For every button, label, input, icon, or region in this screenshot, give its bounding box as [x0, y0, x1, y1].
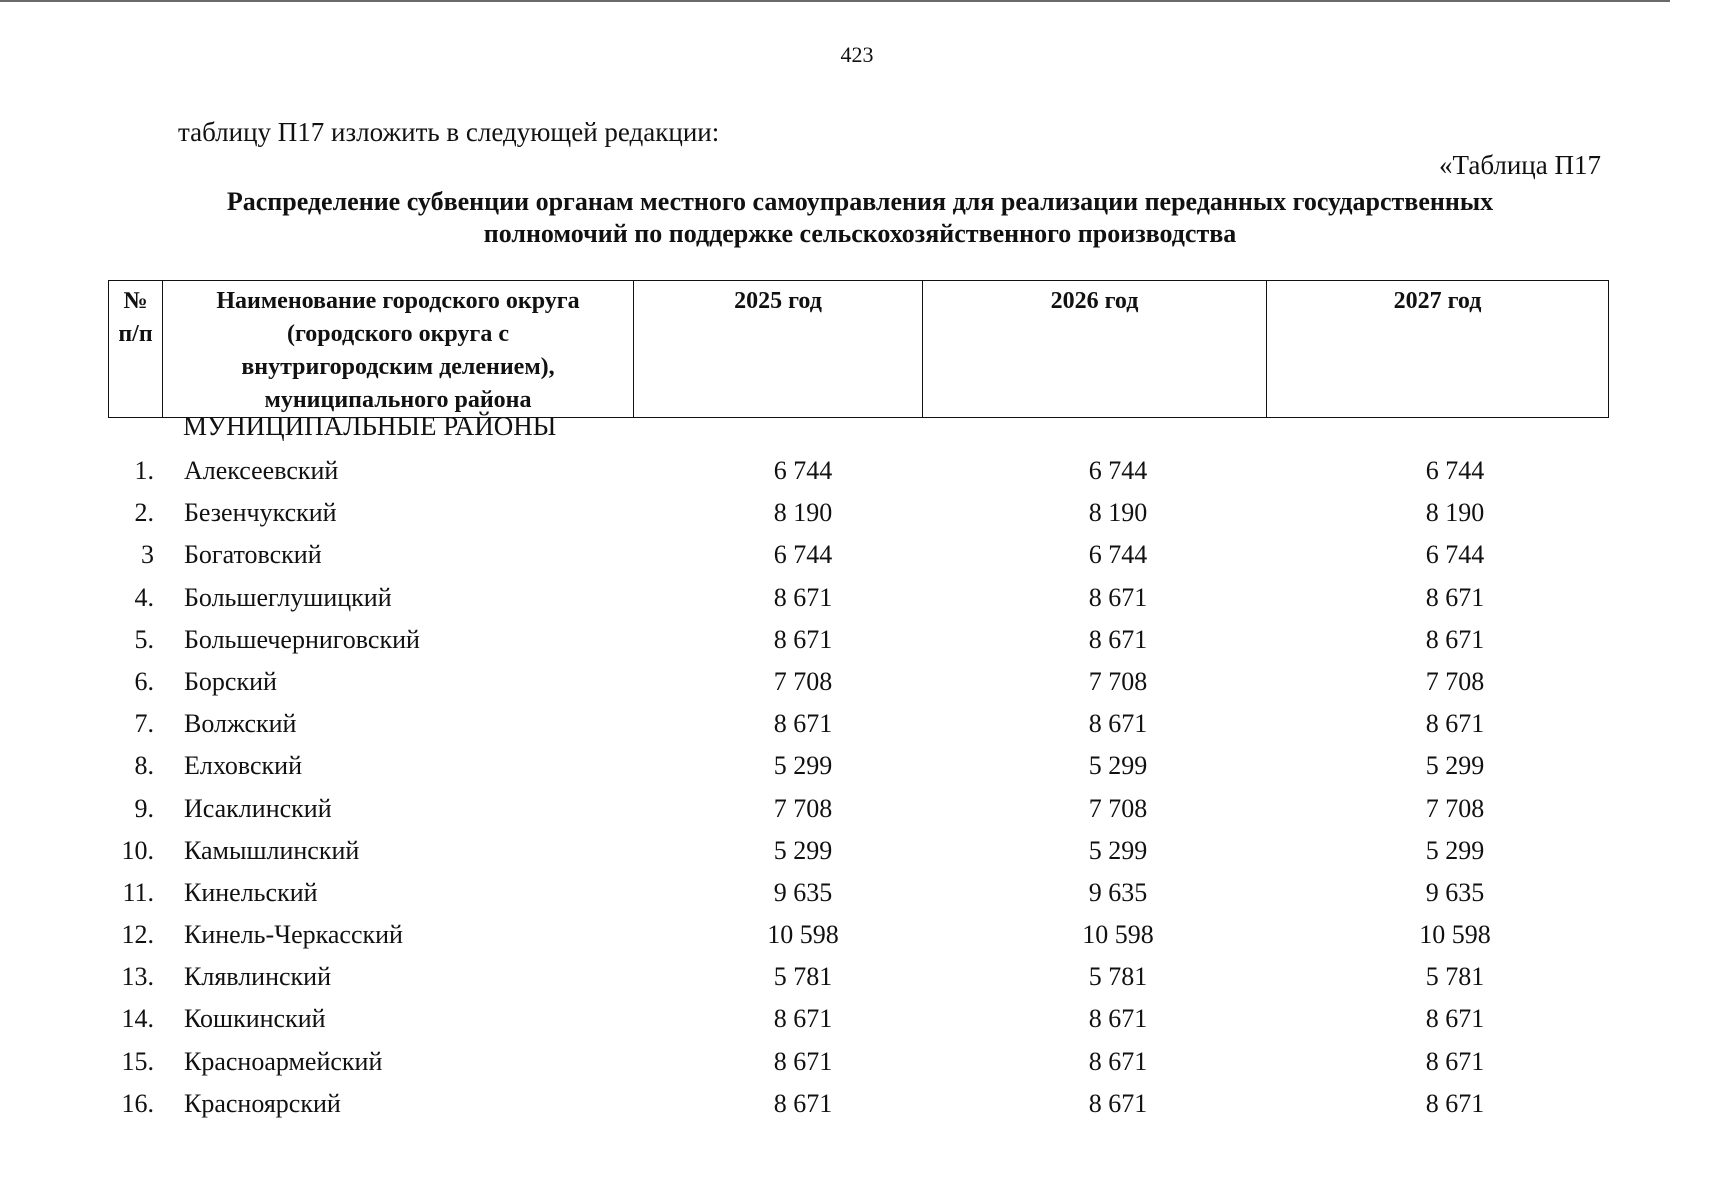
row-value-2025: 7 708	[773, 793, 833, 823]
row-value-2025: 9 635	[773, 877, 833, 907]
row-value-2027: 8 671	[1425, 1004, 1485, 1034]
row-value-2026: 6 744	[1088, 456, 1148, 485]
header-name-line-3: внутригородским делением),	[241, 354, 555, 380]
header-year-2026: 2026 год	[923, 281, 1267, 418]
row-value-2025: 10 598	[767, 920, 839, 950]
row-number: 1.	[134, 456, 154, 485]
header-number-line-1: №	[123, 288, 148, 314]
row-value-2027: 9 635	[1425, 877, 1485, 907]
header-year-2027: 2027 год	[1267, 281, 1609, 418]
header-number-line-2: п/п	[118, 321, 153, 347]
row-value-2026: 8 671	[1088, 709, 1148, 739]
row-value-2027: 5 299	[1425, 835, 1485, 865]
row-value-2026: 9 635	[1088, 877, 1148, 907]
document-title	[100, 186, 1620, 250]
row-name: Безенчукский	[184, 498, 337, 528]
row-value-2026: 10 598	[1082, 920, 1154, 950]
header-name-line-2: (городского округа с	[287, 321, 509, 347]
title-line-2: полномочий по поддержке сельскохозяйственного производства	[483, 219, 1237, 248]
row-value-2026: 7 708	[1088, 793, 1148, 823]
header-row	[109, 281, 1609, 418]
row-value-2027: 5 781	[1425, 962, 1485, 992]
row-value-2026: 8 671	[1088, 1046, 1148, 1076]
row-number: 7.	[134, 709, 154, 739]
row-number: 9.	[134, 793, 154, 823]
row-number: 4.	[134, 582, 154, 612]
table-row	[108, 534, 1608, 576]
row-number: 12.	[121, 920, 154, 950]
table-row	[108, 661, 1608, 703]
row-value-2025: 8 671	[773, 1004, 833, 1034]
row-value-2027: 8 671	[1425, 1088, 1485, 1118]
table-row	[108, 830, 1608, 872]
row-name: Кинель-Черкасский	[184, 920, 403, 950]
table-row	[108, 914, 1608, 956]
header-number	[109, 281, 163, 418]
table-header	[108, 280, 1609, 418]
row-value-2027: 8 671	[1425, 1046, 1485, 1076]
section-label: МУНИЦИПАЛЬНЫЕ РАЙОНЫ	[183, 411, 557, 441]
row-value-2027: 8 190	[1425, 498, 1485, 528]
table-row	[108, 788, 1608, 830]
row-value-2025: 8 671	[773, 1046, 833, 1076]
row-number: 2.	[134, 498, 154, 528]
row-name: Красноярский	[184, 1088, 341, 1118]
table-body	[108, 450, 1608, 1125]
row-name: Большеглушицкий	[184, 582, 392, 612]
row-number: 11.	[122, 877, 154, 907]
row-number: 10.	[121, 835, 154, 865]
row-value-2025: 8 190	[773, 498, 833, 528]
row-value-2025: 6 744	[773, 456, 833, 485]
row-value-2025: 6 744	[773, 540, 833, 570]
row-name: Исаклинский	[184, 793, 332, 823]
row-name: Клявлинский	[184, 962, 332, 992]
row-value-2026: 8 671	[1088, 624, 1148, 654]
row-value-2027: 7 708	[1425, 666, 1485, 696]
row-value-2025: 8 671	[773, 582, 833, 612]
row-number: 3	[141, 540, 154, 570]
row-value-2026: 8 671	[1088, 1004, 1148, 1034]
row-name: Кинельский	[184, 877, 318, 907]
table-row	[108, 450, 1608, 492]
page-number: 423	[840, 42, 874, 67]
row-name: Богатовский	[184, 540, 322, 570]
header-name	[163, 281, 634, 418]
row-value-2027: 8 671	[1425, 582, 1485, 612]
table-row	[108, 872, 1608, 914]
row-value-2027: 8 671	[1425, 709, 1485, 739]
row-value-2025: 7 708	[773, 666, 833, 696]
row-value-2025: 5 781	[773, 962, 833, 992]
row-name: Борский	[184, 666, 277, 696]
row-value-2027: 5 299	[1425, 751, 1485, 781]
table-row	[108, 745, 1608, 787]
title-line-1: Распределение субвенции органам местного самоуправления для реализации переданных государственных	[226, 187, 1494, 216]
row-name: Камышлинский	[184, 835, 360, 865]
top-rule	[0, 0, 1670, 2]
row-name: Волжский	[184, 709, 297, 739]
row-name: Кошкинский	[184, 1004, 326, 1034]
table-reference: «Таблица П17	[1439, 150, 1601, 180]
row-value-2026: 8 671	[1088, 582, 1148, 612]
row-name: Большечерниговский	[184, 624, 420, 654]
row-value-2025: 8 671	[773, 624, 833, 654]
table-row	[108, 1083, 1608, 1125]
header-name-line-4: муниципального района	[264, 387, 532, 413]
row-value-2027: 6 744	[1425, 456, 1485, 485]
header-name-line-1: Наименование городского округа	[216, 288, 580, 314]
table-row	[108, 703, 1608, 745]
row-value-2027: 7 708	[1425, 793, 1485, 823]
table-row	[108, 1041, 1608, 1083]
table-row	[108, 998, 1608, 1040]
row-value-2026: 6 744	[1088, 540, 1148, 570]
row-number: 8.	[134, 751, 154, 781]
row-value-2025: 8 671	[773, 709, 833, 739]
row-value-2026: 8 671	[1088, 1088, 1148, 1118]
row-value-2026: 5 781	[1088, 962, 1148, 992]
header-year-2025: 2025 год	[634, 281, 923, 418]
row-number: 13.	[121, 962, 154, 992]
row-value-2027: 8 671	[1425, 624, 1485, 654]
table-row	[108, 492, 1608, 534]
row-value-2027: 10 598	[1419, 920, 1491, 950]
row-value-2025: 5 299	[773, 751, 833, 781]
row-name: Елховский	[184, 751, 302, 781]
table-row	[108, 956, 1608, 998]
row-number: 6.	[134, 666, 154, 696]
table-row	[108, 577, 1608, 619]
row-value-2027: 6 744	[1425, 540, 1485, 570]
row-name: Красноармейский	[184, 1046, 383, 1076]
row-value-2026: 8 190	[1088, 498, 1148, 528]
row-value-2026: 5 299	[1088, 835, 1148, 865]
intro-text: таблицу П17 изложить в следующей редакции:	[178, 117, 720, 147]
row-value-2026: 7 708	[1088, 666, 1148, 696]
row-number: 14.	[121, 1004, 154, 1034]
row-value-2025: 8 671	[773, 1088, 833, 1118]
row-value-2026: 5 299	[1088, 751, 1148, 781]
row-number: 15.	[121, 1046, 154, 1076]
row-number: 5.	[134, 624, 154, 654]
row-value-2025: 5 299	[773, 835, 833, 865]
table-row	[108, 619, 1608, 661]
row-number: 16.	[121, 1088, 154, 1118]
row-name: Алексеевский	[184, 456, 339, 485]
